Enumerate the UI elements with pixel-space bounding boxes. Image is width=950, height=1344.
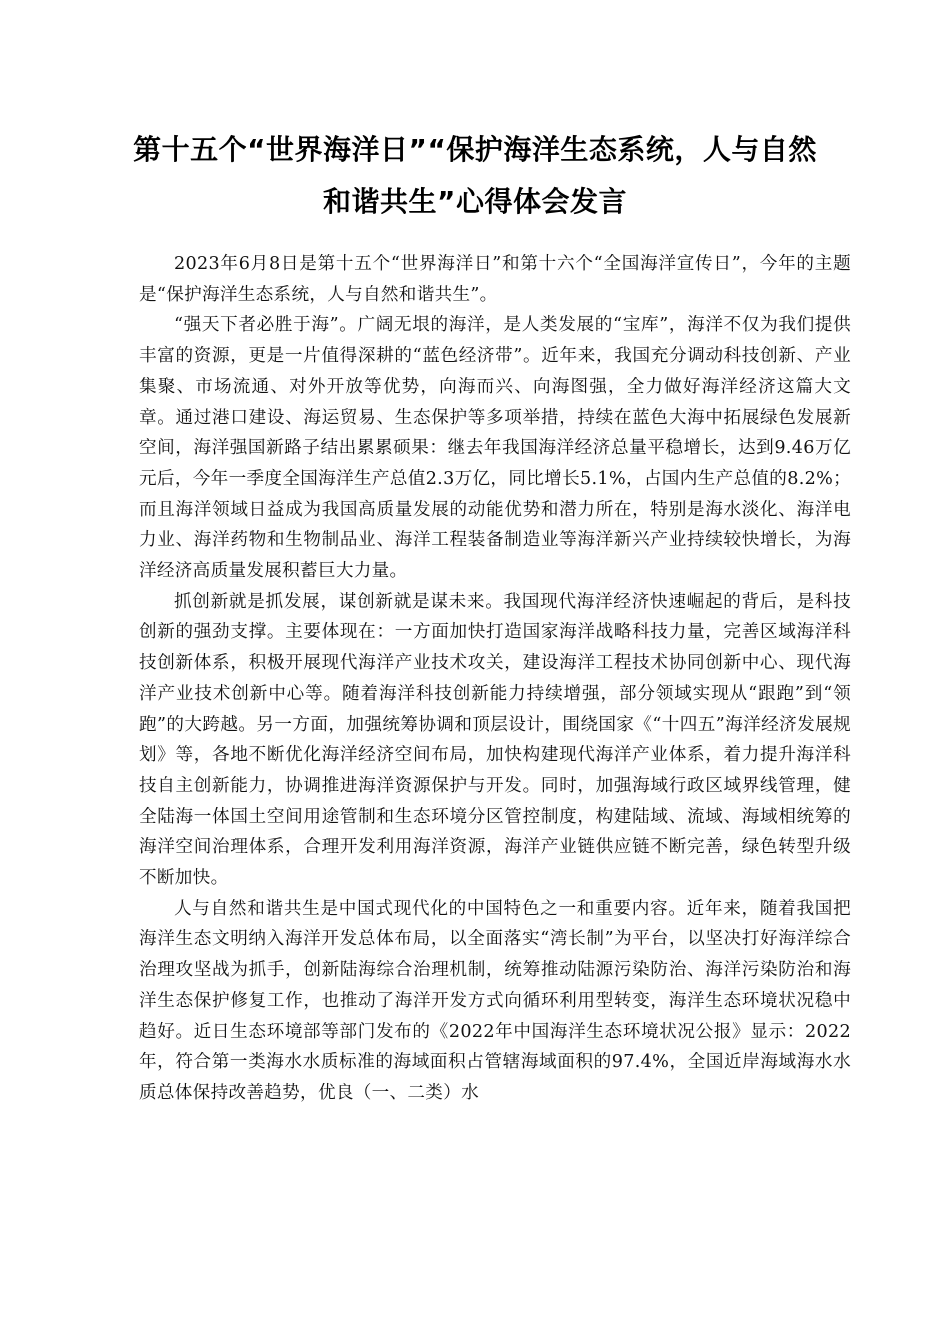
paragraph-3: 抓创新就是抓发展，谋创新就是谋未来。我国现代海洋经济快速崛起的背后，是科技创新的强劲支撑。主要体现在：一方面加快打造国家海洋战略科技力量，完善区域海洋科技创新体系，积极开展现代海洋产业技术攻关，建设海洋工程技术协同创新中心、现代海洋产业技术创新中心等。随着海洋科技创新能力持续增强，部分领域实现从“跟跑”到“领跑”的大跨越。另一方面，加强统筹协调和顶层设计，围绕国家《“十四五”海洋经济发展规划》等，各地不断优化海洋经济空间布局，加快构建现代海洋产业体系，着力提升海洋科技自主创新能力，协调推进海洋资源保护与开发。同时，加强海域行政区域界线管理，健全陆海一体国土空间用途管制和生态环境分区管控制度，构建陆域、流域、海域相统筹的海洋空间治理体系，合理开发利用海洋资源，海洋产业链供应链不断完善，绿色转型升级不断加快。 — [139, 591, 851, 889]
paragraph-2: “强天下者必胜于海”。广阔无垠的海洋，是人类发展的“宝库”，海洋不仅为我们提供丰富的资源，更是一片值得深耕的“蓝色经济带”。近年来，我国充分调动科技创新、产业集聚、市场流通、对外开放等优势，向海而兴、向海图强，全力做好海洋经济这篇大文章。通过港口建设、海运贸易、生态保护等多项举措，持续在蓝色大海中拓展绿色发展新空间，海洋强国新路子结出累累硕果：继去年我国海洋经济总量平稳增长，达到9.46万亿元后，今年一季度全国海洋生产总值2.3万亿，同比增长5.1%，占国内生产总值的8.2%；而且海洋领域日益成为我国高质量发展的动能优势和潜力所在，特别是海水淡化、海洋电力业、海洋药物和生物制品业、海洋工程装备制造业等海洋新兴产业持续较快增长，为海洋经济高质量发展积蓄巨大力量。 — [139, 315, 851, 582]
paragraph-4: 人与自然和谐共生是中国式现代化的中国特色之一和重要内容。近年来，随着我国把海洋生态文明纳入海洋开发总体布局，以全面落实“湾长制”为平台，以坚决打好海洋综合治理攻坚战为抓手，创新陆海综合治理机制，统筹推动陆源污染防治、海洋污染防治和海洋生态保护修复工作，也推动了海洋开发方式向循环利用型转变，海洋生态环境状况稳中趋好。近日生态环境部等部门发布的《2022年中国海洋生态环境状况公报》显示：2022年，符合第一类海水水质标准的海域面积占管辖海域面积的97.4%，全国近岸海域海水水质总体保持改善趋势，优良（一、二类）水 — [139, 898, 851, 1103]
document-title: 第十五个“世界海洋日”“保护海洋生态系统，人与自然和谐共生”心得体会发言 — [133, 133, 817, 218]
document-body — [139, 249, 851, 1109]
paragraph-1: 2023年6月8日是第十五个“世界海洋日”和第十六个“全国海洋宣传日”，今年的主题是“保护海洋生态系统，人与自然和谐共生”。 — [139, 254, 851, 305]
